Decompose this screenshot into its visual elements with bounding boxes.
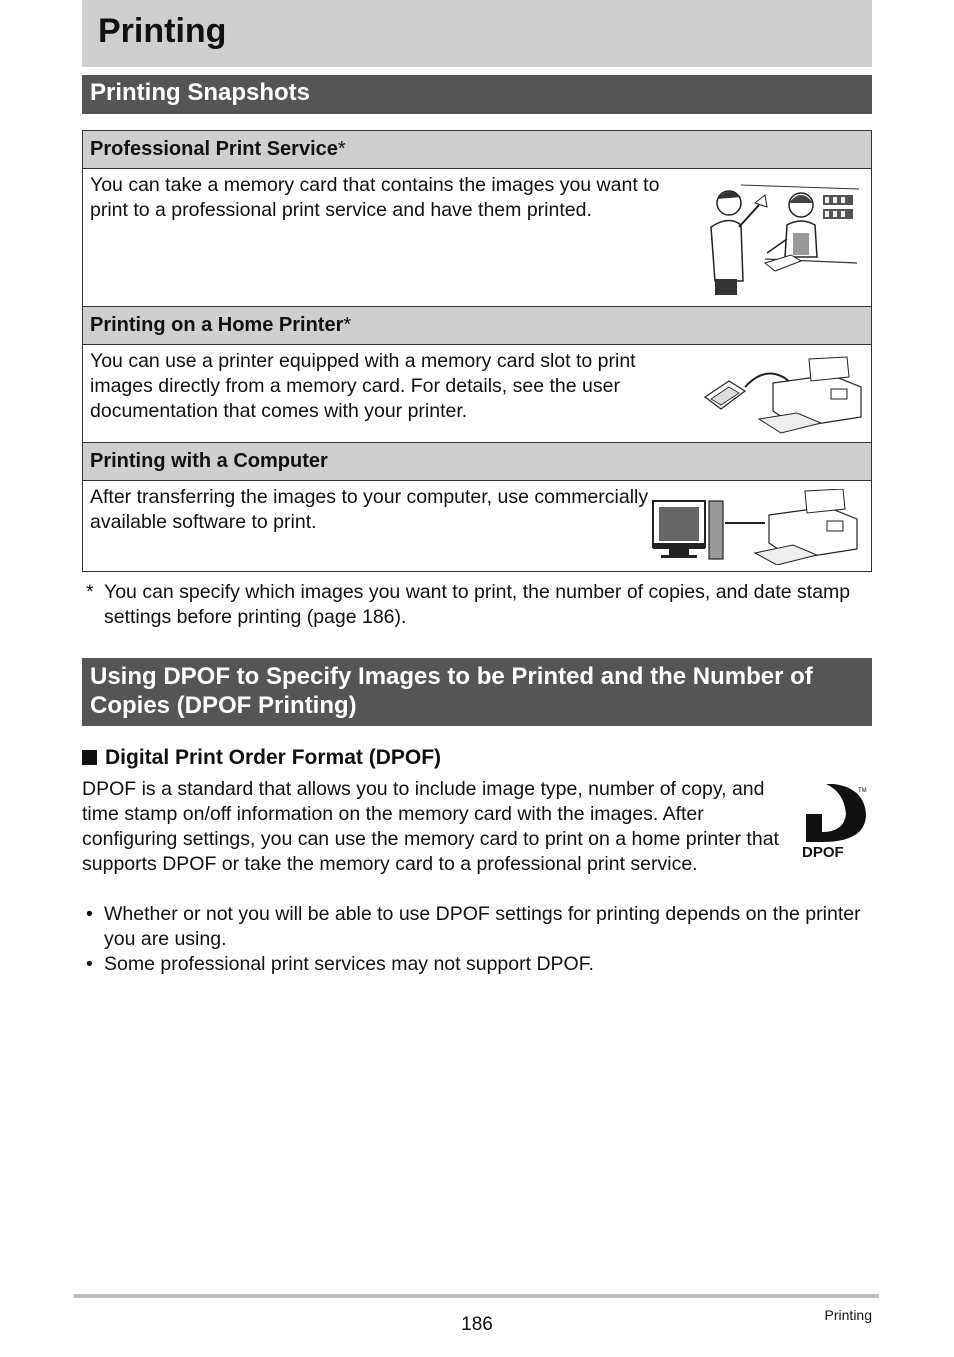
section-heading-dpof: Using DPOF to Specify Images to be Printed and the Number of Copies (DPOF Printing) [82,658,872,726]
printing-methods-table [82,130,872,572]
row-heading-professional-print-service: Professional Print Service* [83,131,871,169]
row-heading-printing-with-computer: Printing with a Computer [83,443,871,481]
footnote [82,580,872,630]
dpof-notes [82,902,872,977]
computer-printer-illustration [651,489,865,565]
footer-section-label: Printing [824,1307,872,1323]
print-shop-illustration [701,181,863,295]
subheading-dpof: Digital Print Order Format (DPOF) [82,744,441,772]
page-number: 186 [461,1314,493,1335]
footnote-marker: * [86,581,94,603]
home-printer-illustration [701,353,867,437]
footnote-text: You can specify which images you want to print, the number of copies, and date stamp settings before printing (page 186). [104,581,851,628]
footer-divider [74,1294,879,1298]
row-heading-home-printer: Printing on a Home Printer* [83,307,871,345]
dpof-description: DPOF is a standard that allows you to include image type, number of copy, and time stamp on/off information on the memory card with the images. After configuring settings, you can use the memory card to print on a home printer that supports DPOF or take the memory card to a professional print service. [82,778,779,875]
list-item: • Whether or not you will be able to use DPOF settings for printing depends on the printer you are using. [86,903,861,950]
list-item: • Some professional print services may not support DPOF. [86,953,594,975]
dpof-logo-tm: TM [858,788,867,794]
row-text: After transferring the images to your computer, use commercially available software to print. [90,486,649,533]
page-title: Printing [82,0,872,67]
square-bullet-icon [82,750,97,765]
row-body-printing-with-computer [83,481,871,571]
row-body-professional-print-service [83,169,871,307]
section-heading-printing-snapshots: Printing Snapshots [82,75,872,114]
dpof-logo-text: DPOF [802,844,844,860]
row-text: You can use a printer equipped with a memory card slot to print images directly from a memory card. For details, see the user documentation that comes with your printer. [90,350,636,422]
row-text: You can take a memory card that contains the images you want to print to a professional print service and have them printed. [90,174,660,221]
row-body-home-printer [83,345,871,443]
dpof-logo [800,784,872,860]
